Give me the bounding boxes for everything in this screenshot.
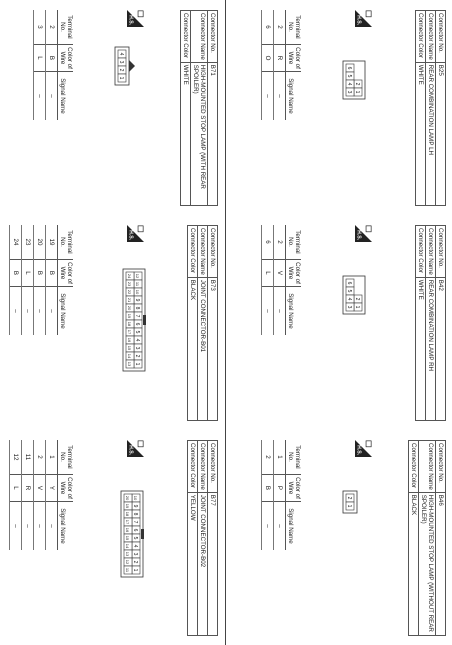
connector-header-table	[408, 440, 446, 636]
wire-color: V	[34, 475, 46, 502]
hs-badge-label: H.S.	[127, 15, 134, 26]
header-row	[436, 441, 446, 636]
signal-name: –	[22, 287, 34, 336]
signal-name-header: Signal Name	[58, 287, 74, 336]
table-row	[262, 10, 274, 120]
connector-panel	[4, 223, 218, 428]
pin-number-label: 15	[125, 535, 130, 541]
connector-number-label: Connector No.	[208, 441, 218, 493]
header-row	[436, 11, 446, 206]
terminal-number: 2	[34, 440, 46, 475]
pin-number-label: 20	[127, 305, 132, 311]
connector-panel	[232, 438, 446, 643]
pin-number-label: 4	[134, 338, 140, 342]
terminal-table	[261, 10, 301, 120]
hs-badge-icon	[355, 10, 372, 27]
terminal-table-header	[58, 225, 74, 335]
pin-number-label: 6	[134, 322, 140, 326]
connector-color-value: BLACK	[188, 277, 198, 420]
pin-number-label: 13	[125, 551, 130, 557]
wire-color-header: Color of Wire	[58, 45, 74, 72]
wire-color-header: Color of Wire	[286, 45, 302, 72]
pin-number-label: 18	[125, 511, 130, 517]
pin-number-label: 16	[127, 337, 132, 343]
table-row	[274, 10, 286, 120]
wire-color: R	[22, 475, 34, 502]
connector-color-value: YELLOW	[188, 492, 198, 635]
pin-number-label: 18	[127, 321, 132, 327]
header-row	[416, 11, 426, 206]
connector-name-label: Connector Name	[426, 226, 436, 278]
connector-name-value: REAR COMBINATION LAMP RH	[426, 277, 436, 420]
terminal-number: 2	[46, 10, 58, 45]
signal-name: –	[22, 502, 34, 551]
table-row	[10, 225, 22, 335]
connector-face-diagram	[114, 46, 136, 86]
pin-number-label: 16	[125, 527, 130, 533]
connector-name-label: Connector Name	[191, 11, 208, 63]
terminal-number: 2	[274, 225, 286, 260]
pin-number-label: 22	[127, 289, 132, 295]
table-row	[46, 10, 58, 120]
connector-face-diagram	[342, 490, 358, 514]
connector-number-value: B42	[436, 277, 446, 420]
wire-color: L	[34, 45, 46, 72]
terminal-number: 6	[262, 10, 274, 45]
wire-color-header: Color of Wire	[286, 475, 302, 502]
table-row	[34, 440, 46, 550]
pin-number-label: 9	[134, 298, 140, 302]
terminal-table	[33, 10, 73, 120]
terminal-no-header: Terminal No.	[286, 440, 302, 475]
connector-color-label: Connector Color	[188, 441, 198, 493]
terminal-number: 20	[34, 225, 46, 260]
table-row	[34, 225, 46, 335]
signal-name: –	[34, 502, 46, 551]
header-row	[436, 226, 446, 421]
pin-number-label: 5	[134, 330, 140, 334]
terminal-number: 2	[274, 10, 286, 45]
terminal-table	[9, 225, 73, 335]
table-row	[22, 440, 34, 550]
pin-number-label: 4	[132, 544, 138, 548]
connector-header-table	[180, 10, 218, 206]
signal-name: –	[46, 287, 58, 336]
wire-color: L	[10, 475, 22, 502]
pin-number-label: 19	[125, 503, 130, 509]
wire-color: O	[262, 45, 274, 72]
connector-panel	[232, 223, 446, 428]
signal-name-header: Signal Name	[286, 502, 302, 551]
pin-number-label: 4	[346, 82, 352, 86]
pin-number-label: 2	[354, 82, 360, 86]
wire-color: R	[274, 45, 286, 72]
signal-name-header: Signal Name	[286, 72, 302, 121]
connector-face-diagram	[120, 490, 144, 578]
wire-color-header: Color of Wire	[58, 475, 74, 502]
connector-color-value: WHITE	[416, 62, 426, 205]
connector-header-table	[415, 225, 446, 421]
table-row	[262, 225, 274, 335]
header-row	[208, 11, 218, 206]
signal-name-header: Signal Name	[286, 287, 302, 336]
pin-number-label: 3	[346, 305, 352, 309]
signal-name: –	[274, 72, 286, 121]
connector-name-label: Connector Name	[198, 226, 208, 278]
pin-number-label: 1	[118, 76, 124, 80]
terminal-no-header: Terminal No.	[286, 225, 302, 260]
pin-number-label: 14	[127, 353, 132, 359]
terminal-no-header: Terminal No.	[286, 10, 302, 45]
table-row	[46, 440, 58, 550]
pin-number-label: 6	[346, 281, 352, 285]
signal-name: –	[10, 502, 22, 551]
table-row	[22, 225, 34, 335]
table-row	[274, 440, 286, 550]
pin-number-label: 1	[134, 362, 140, 366]
pin-number-label: 20	[125, 495, 130, 501]
header-row	[208, 226, 218, 421]
pin-number-label: 2	[118, 68, 124, 72]
wire-color: Y	[46, 475, 58, 502]
pin-number-label: 2	[354, 297, 360, 301]
pin-number-label: 3	[132, 552, 138, 556]
signal-name: –	[10, 287, 22, 336]
connector-number-label: Connector No.	[436, 226, 446, 278]
wire-color: B	[34, 260, 46, 287]
table-row	[274, 225, 286, 335]
hs-badge-label: H.S.	[127, 445, 134, 456]
wire-color: P	[274, 475, 286, 502]
header-row	[409, 441, 419, 636]
connector-panel	[232, 8, 446, 213]
header-row	[416, 226, 426, 421]
connector-number-label: Connector No.	[208, 226, 218, 278]
pin-number-label: 11	[135, 281, 140, 287]
signal-name: –	[46, 72, 58, 121]
signal-name: –	[34, 72, 46, 121]
hs-badge-icon	[127, 225, 144, 242]
connector-name-value: JOINT CONNECTOR-B02	[198, 492, 208, 635]
pin-number-label: 1	[354, 90, 360, 94]
pin-number-label: 17	[125, 519, 130, 525]
connector-header-table	[187, 440, 218, 636]
connector-name-label: Connector Name	[419, 441, 436, 493]
terminal-number: 24	[10, 225, 22, 260]
pin-number-label: 6	[346, 66, 352, 70]
connector-color-value: WHITE	[181, 62, 191, 205]
signal-name: –	[262, 287, 274, 336]
connector-panel	[4, 438, 218, 643]
terminal-table-header	[58, 10, 74, 120]
hs-badge-label: H.S.	[355, 445, 362, 456]
connector-number-value: B73	[208, 277, 218, 420]
hs-badge-icon	[355, 440, 372, 457]
pin-number-label: 1	[346, 504, 352, 508]
wire-color: B	[46, 45, 58, 72]
pin-number-label: 5	[132, 536, 138, 540]
connector-color-label: Connector Color	[409, 441, 419, 493]
connector-number-value: B46	[436, 492, 446, 635]
pin-number-label: 3	[118, 60, 124, 64]
pin-number-label: 21	[127, 297, 132, 303]
pin-number-label: 8	[134, 306, 140, 310]
wire-color: B	[46, 260, 58, 287]
signal-name: –	[274, 287, 286, 336]
connector-color-label: Connector Color	[416, 11, 426, 63]
connector-name-value: JOINT CONNECTOR-B01	[198, 277, 208, 420]
connector-color-label: Connector Color	[181, 11, 191, 63]
table-row	[10, 440, 22, 550]
signal-name-header: Signal Name	[58, 72, 74, 121]
pin-number-label: 12	[125, 559, 130, 565]
header-row	[426, 11, 436, 206]
hs-badge-icon	[127, 440, 144, 457]
connector-name-value: HIGH-MOUNTED STOP LAMP (WITH REAR SPOILER)	[191, 62, 208, 205]
pin-number-label: 2	[132, 560, 138, 564]
terminal-table-header	[286, 10, 302, 120]
wire-color-header: Color of Wire	[58, 260, 74, 287]
connector-header-table	[187, 225, 218, 421]
header-row	[426, 226, 436, 421]
pin-number-label: 7	[132, 520, 138, 524]
terminal-table	[9, 440, 73, 550]
wire-color: V	[274, 260, 286, 287]
terminal-number: 1	[46, 440, 58, 475]
hs-badge-label: H.S.	[355, 230, 362, 241]
signal-name: –	[46, 502, 58, 551]
pin-number-label: 17	[127, 329, 132, 335]
signal-name: –	[274, 502, 286, 551]
header-row	[188, 226, 198, 421]
hs-badge-label: H.S.	[127, 230, 134, 241]
header-row	[188, 441, 198, 636]
terminal-number: 2	[262, 440, 274, 475]
terminal-number: 3	[34, 10, 46, 45]
connector-number-value: B71	[208, 62, 218, 205]
terminal-table	[261, 225, 301, 335]
wire-color: B	[10, 260, 22, 287]
hs-badge-label: H.S.	[355, 15, 362, 26]
pin-number-label: 7	[134, 314, 140, 318]
terminal-no-header: Terminal No.	[58, 225, 74, 260]
pin-number-label: 1	[354, 305, 360, 309]
pin-number-label: 13	[127, 361, 132, 367]
header-row	[198, 226, 208, 421]
pin-number-label: 4	[118, 52, 124, 56]
header-row	[419, 441, 436, 636]
wire-color: L	[262, 260, 274, 287]
connector-face-diagram	[122, 268, 146, 372]
connector-face-diagram	[342, 275, 366, 315]
terminal-table-header	[58, 440, 74, 550]
connector-number-label: Connector No.	[208, 11, 218, 63]
connector-color-value: WHITE	[416, 277, 426, 420]
terminal-number: 1	[274, 440, 286, 475]
pin-number-label: 10	[135, 289, 140, 295]
terminal-table	[261, 440, 301, 550]
pin-number-label: 10	[133, 495, 138, 501]
pin-number-label: 11	[125, 567, 130, 573]
table-row	[46, 225, 58, 335]
terminal-table-header	[286, 225, 302, 335]
pin-number-label: 4	[346, 297, 352, 301]
hs-badge-icon	[355, 225, 372, 242]
connector-name-value: REAR COMBINATION LAMP LH	[426, 62, 436, 205]
pin-number-label: 24	[127, 273, 132, 279]
wire-color: L	[22, 260, 34, 287]
table-row	[34, 10, 46, 120]
header-row	[191, 11, 208, 206]
hs-badge-icon	[127, 10, 144, 27]
pin-number-label: 19	[127, 313, 132, 319]
section-divider	[225, 0, 226, 645]
terminal-no-header: Terminal No.	[58, 440, 74, 475]
pin-number-label: 6	[132, 528, 138, 532]
connector-number-value: B25	[436, 62, 446, 205]
connector-color-value: BLACK	[409, 492, 419, 635]
terminal-number: 12	[10, 440, 22, 475]
connector-number-value: B77	[208, 492, 218, 635]
header-row	[208, 441, 218, 636]
signal-name: –	[34, 287, 46, 336]
terminal-number: 6	[262, 225, 274, 260]
pin-number-label: 2	[134, 354, 140, 358]
header-row	[198, 441, 208, 636]
signal-name: –	[262, 72, 274, 121]
connector-number-label: Connector No.	[436, 441, 446, 493]
pin-number-label: 2	[346, 496, 352, 500]
terminal-number: 23	[22, 225, 34, 260]
pin-number-label: 23	[127, 281, 132, 287]
pin-number-label: 1	[132, 568, 138, 572]
pin-number-label: 9	[132, 504, 138, 508]
connector-color-label: Connector Color	[188, 226, 198, 278]
terminal-no-header: Terminal No.	[58, 10, 74, 45]
connector-name-label: Connector Name	[426, 11, 436, 63]
connector-name-value: HIGH-MOUNTED STOP LAMP (WITHOUT REAR SPOILER)	[419, 492, 436, 635]
pin-number-label: 3	[134, 346, 140, 350]
table-row	[262, 440, 274, 550]
wire-color-header: Color of Wire	[286, 260, 302, 287]
pin-number-label: 5	[346, 289, 352, 293]
connector-number-label: Connector No.	[436, 11, 446, 63]
terminal-number: 19	[46, 225, 58, 260]
connector-color-label: Connector Color	[416, 226, 426, 278]
terminal-number: 11	[22, 440, 34, 475]
header-row	[181, 11, 191, 206]
pin-number-label: 3	[346, 90, 352, 94]
signal-name: –	[262, 502, 274, 551]
pin-number-label: 8	[132, 512, 138, 516]
connector-face-diagram	[342, 60, 366, 100]
pin-number-label: 15	[127, 345, 132, 351]
pin-number-label: 12	[135, 273, 140, 279]
wire-color: B	[262, 475, 274, 502]
signal-name-header: Signal Name	[58, 502, 74, 551]
terminal-table-header	[286, 440, 302, 550]
pin-number-label: 5	[346, 74, 352, 78]
connector-header-table	[415, 10, 446, 206]
connector-panel	[4, 8, 218, 213]
pin-number-label: 14	[125, 543, 130, 549]
connector-name-label: Connector Name	[198, 441, 208, 493]
